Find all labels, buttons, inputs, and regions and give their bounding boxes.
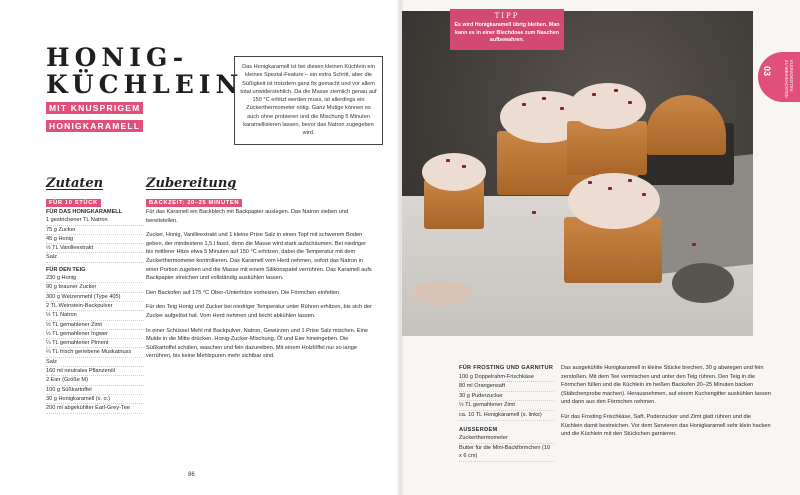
tip-box [450,9,564,50]
ingredient-item: 160 ml neutrales Pflanzenöl [46,367,144,376]
recipe-photo [402,11,753,336]
frosting-front [568,173,660,229]
ingredient-item: 100 g Süßkartoffel [46,386,144,395]
recipe-subtitle-line2: HONIGKARAMELL [46,120,143,132]
tip-heading: TIPP [494,12,520,20]
intro-box: Das Honigkaramell ist bei diesen kleinen Küchlein ein kleines Spezial-Feature – ein extra Schritt, aber die Süßigkeit ist trotzdem ganz fix gemacht und vor allem total unwiderstehlich. Da die Masse ziemlich genau auf 150 °C erhitzt werden muss, ist allerdings ein Zuckerthermometer nötig. Ganz Mutige können es auch ohne probieren und die Mischung 5 Minuten karamellisieren lassen, bevor das Natron zugegeben wird. [234,56,383,145]
frosting-steps [561,364,771,445]
chapter-label [784,60,794,98]
frosting-step: Für das Frosting Frischkäse, Saft, Puderzucker und Zimt glatt rühren und die Küchlein damit bestreichen. Vor dem Servieren das Honigkaramell sehr klein hacken und die Küchlein mit den Stückchen garnieren. [561,413,771,438]
frosting-ingredient-item: ca. 10 TL Honigkaramell (s. links) [459,411,554,421]
frosting-small [422,153,486,191]
ingredient-item: 2 Eier (Größe M) [46,376,144,385]
frosting-ingredient-item: ½ TL gemahlener Zimt [459,401,554,411]
frosting-group-title: AUSSERDEM [459,426,498,433]
ingredient-item: 300 g Weizenmehl (Type 405) [46,293,144,302]
frosting-ingredient-item: Zuckerthermometer [459,434,554,444]
frosting-group-title: FÜR FROSTING UND GARNITUR [459,365,554,371]
frosting-ingredient-item: Butter für die Mini-Backförmchen (10 x 6 cm) [459,444,554,462]
preparation-step: Für den Teig Honig und Zucker bei niedriger Temperatur unter Rühren erhitzen, bis sich der Zucker aufgelöst hat. Vom Herd nehmen und leicht abkühlen lassen. [146,304,372,319]
ingredient-item: 1 gestrichener TL Natron [46,216,144,225]
ingredient-group-title: FÜR DEN TEIG [46,266,86,273]
recipe-title-line1: HONIG- [46,43,189,72]
recipe-subtitle-line1: MIT KNUSPRIGEM [46,102,143,114]
ingredient-item: ½ TL Natron [46,311,144,320]
ingredient-item: ½ TL gemahlener Ingwer [46,330,144,339]
preparation-step: Für das Karamell ein Backblech mit Backpapier auslegen. Das Natron sieben und bereitstellen. [146,209,349,224]
chapter-number: 03 [762,65,773,77]
frosting-middle [570,83,646,129]
chapter-tab [758,52,800,102]
preparation-header [146,176,242,209]
frosting-ingredient-item: 30 g Puderzucker [459,392,554,402]
ingredient-item: Salz [46,253,144,262]
ingredient-item: 30 g Honigkaramell (s. o.) [46,395,144,404]
preparation-step: Den Backofen auf 175 °C Ober-/Unterhitze vorheizen. Die Förmchen einfetten. [146,289,341,296]
preparation-heading: Zubereitung [146,176,237,191]
portion-badge: FÜR 10 STÜCK [46,199,101,207]
ingredient-item: ¼ TL frisch geriebene Muskatnuss [46,348,144,357]
recipe-subtitle [46,98,171,134]
preparation-step: In einer Schüssel Mehl mit Backpulver, Natron, Gewürzen und 1 Prise Salz mischen. Eine Mulde in die Mitte drücken. Honig-Zucker-Mischung, Öl und Eier hineingeben. Die Süßkartoffel schälen, waschen und fein dazureiben. Mit einem Holzlöffel nur so lange verrühren, bis keine Mehlspuren mehr sichtbar sind. [146,327,368,360]
ingredient-item: Salz [46,358,144,367]
measuring-spoon [672,263,734,303]
recipe-title-line2: KÜCHLEIN [46,70,244,99]
page-number: 86 [188,472,195,478]
frosting-ingredient-item: 100 g Doppelrahm-Frischkäse [459,373,554,383]
ingredients-heading: Zutaten [46,176,104,191]
ingredient-item: ½ TL gemahlener Zimt [46,321,144,330]
ingredients-header [46,176,103,209]
ingredient-item: ½ TL Vanilleextrakt [46,244,144,253]
tip-text: Es wird Honigkaramell übrig bleiben. Man kann es in einer Blechdose zum Naschen aufbewahren. [454,22,560,43]
preparation-step: Zucker, Honig, Vanilleextrakt und 1 kleine Prise Salz in einen Topf mit schwerem Boden geben, der mindestens 1,5 l fasst, denn die Masse wird stark aufschäumen. Bei niedriger bis mittlerer Hitze etwa 5 Minuten auf 150 °C erhitzen, dabei die Temperatur mit dem Zuckerthermometer kontrollieren. Das Karamell vom Herd nehmen, sofort das Natron in einer Portion zugeben und die Masse mit einem Silikonspatel verrühren. Das Karamell aufs Backpapier streichen und vollständig auskühlen lassen. [146,232,372,282]
cake-middle [567,121,647,175]
ingredient-item: ¼ TL gemahlener Piment [46,339,144,348]
ingredient-item: 2 TL Weinstein-Backpulver [46,302,144,311]
recipe-title [46,44,243,98]
preparation-steps [146,208,372,367]
frosting-step: Das ausgekühlte Honigkaramell in kleine Stücke brechen, 30 g abwiegen und fein zerstoßen. Mit dem Tee vermischen und unter den Teig rühren. Den Teig in die Förmchen füllen und die Küchlein im heißen Backofen 20–25 Minuten backen (Stäbchenprobe machen). Herausnehmen, auf einem Kuchengitter auskühlen lassen und dann aus den Förmchen nehmen. [561,365,771,406]
baking-time-badge: BACKZEIT: 20–25 MINUTEN [146,199,242,207]
frosting-spoon [412,281,472,305]
ingredient-item: 90 g brauner Zucker [46,283,144,292]
frosting-ingredient-item: 80 ml Orangensaft [459,382,554,392]
chapter-label-line1: KLEINIGKEITEN [788,60,794,92]
ingredients-list [46,208,144,414]
ingredient-item: 230 g Honig [46,274,144,283]
ingredient-item: 200 ml abgekühlter Earl-Grey-Tee [46,404,144,413]
ingredient-group-title: FÜR DAS HONIGKARAMELL [46,209,123,215]
chapter-label-line2: ZU WEIHNACHTEN [783,60,789,98]
frosting-ingredients [459,364,554,462]
ingredient-item: 75 g Zucker [46,226,144,235]
ingredient-item: 45 g Honig [46,235,144,244]
